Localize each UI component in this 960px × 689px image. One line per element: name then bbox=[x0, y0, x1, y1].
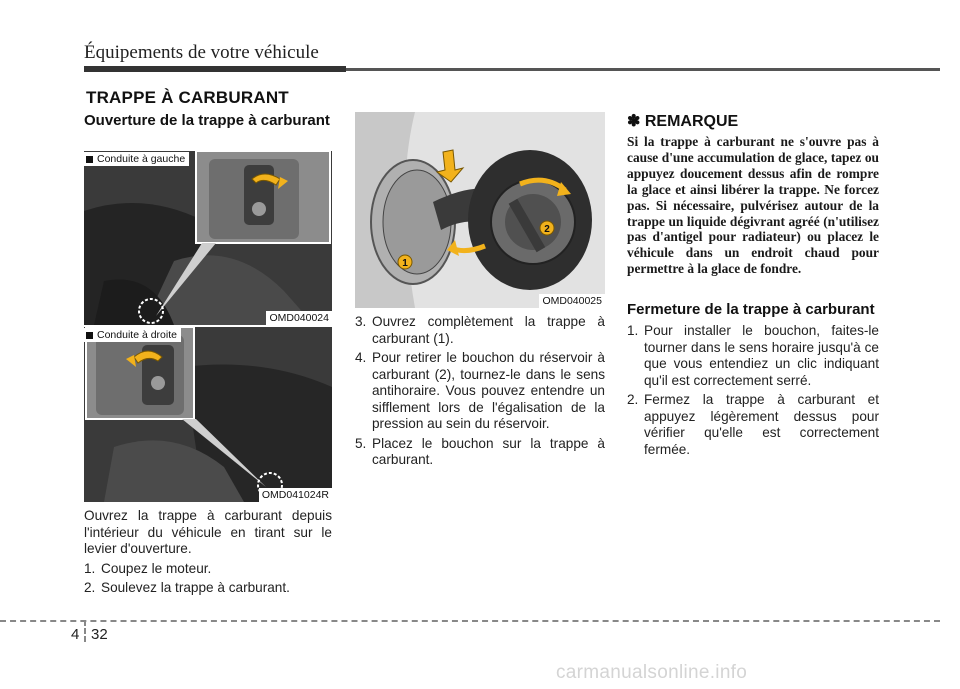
opening-intro: Ouvrez la trappe à carburant depuis l'intérieur du véhicule en tirant sur le levier d'ouverture. bbox=[84, 508, 332, 556]
fuel-door-illustration bbox=[355, 112, 605, 308]
caption-rhd-text: Conduite à droite bbox=[97, 329, 177, 341]
remark-heading bbox=[627, 111, 879, 131]
lhd-illustration bbox=[84, 151, 332, 325]
step-number: 2. bbox=[84, 580, 96, 595]
step-number: 4. bbox=[355, 350, 367, 365]
step-text: Pour installer le bouchon, faites-le tourner dans le sens horaire jusqu'à ce que vous entendiez un clic indiquant qu'il est correctement serré. bbox=[644, 323, 879, 388]
step-text: Ouvrez complètement la trappe à carburant (1). bbox=[372, 314, 605, 346]
closing-subhead: Fermeture de la trappe à carburant bbox=[627, 301, 875, 318]
steps-continued bbox=[355, 314, 605, 469]
marker-2-label: 2 bbox=[544, 224, 550, 235]
caption-rhd bbox=[84, 328, 181, 342]
step-number: 2. bbox=[627, 392, 639, 407]
square-bullet-icon bbox=[86, 156, 93, 163]
footer-rule bbox=[0, 620, 940, 622]
remark-block bbox=[627, 111, 879, 277]
list-item bbox=[84, 580, 332, 597]
image-code-fuel-door: OMD040025 bbox=[539, 294, 605, 308]
closing-block bbox=[627, 301, 879, 458]
step-number: 3. bbox=[355, 314, 367, 329]
header-rule-accent bbox=[84, 66, 346, 72]
step-number: 1. bbox=[84, 560, 96, 576]
step-text: Coupez le moteur. bbox=[101, 560, 212, 576]
opening-subhead: Ouverture de la trappe à carburant bbox=[84, 112, 330, 129]
step-text: Fermez la trappe à carburant et appuyez légèrement dessus pour vérifier qu'elle est correctement fermée. bbox=[644, 392, 879, 457]
marker-1-label: 1 bbox=[402, 258, 408, 269]
step-number: 5. bbox=[355, 435, 367, 451]
remark-body: Si la trappe à carburant ne s'ouvre pas à cause d'une accumulation de glace, tapez ou appuyez doucement dessus afin de rompre la glace et ainsi libérer la trappe. Ne forcez pas. Si nécessaire, pulvérisez autour de la trappe un liquide dégivrant agréé (n'utilisez pas d'antigel pour radiateur) ou placez le véhicule dans un endroit chaud pour permettre à la glace de fondre. bbox=[627, 134, 879, 277]
step-number: 1. bbox=[627, 323, 639, 338]
image-code-lhd: OMD040024 bbox=[266, 311, 332, 325]
opening-instructions bbox=[84, 508, 332, 597]
remark-title: REMARQUE bbox=[644, 113, 739, 130]
list-item bbox=[627, 323, 879, 389]
list-item bbox=[627, 392, 879, 458]
step-text: Placez le bouchon sur la trappe à carburant. bbox=[372, 435, 605, 467]
rhd-illustration bbox=[84, 327, 332, 502]
footer-chapter-number: 4 bbox=[71, 626, 80, 643]
square-bullet-icon bbox=[86, 332, 93, 339]
watermark: carmanualsonline.info bbox=[556, 662, 748, 683]
list-item bbox=[355, 350, 605, 433]
photo-left-hand-drive bbox=[84, 151, 332, 325]
step-text: Pour retirer le bouchon du réservoir à carburant (2), tournez-le dans le sens antihoraire. Vous pouvez entendre un sifflement lors de l'égalisation de la pression au sein du réservoir. bbox=[372, 350, 605, 431]
step-text: Soulevez la trappe à carburant. bbox=[101, 580, 290, 595]
caption-lhd bbox=[84, 152, 189, 166]
remark-symbol-icon: ✽ bbox=[627, 113, 641, 130]
photo-fuel-door bbox=[355, 112, 605, 308]
page-header-title: Équipements de votre véhicule bbox=[84, 42, 319, 63]
photo-right-hand-drive bbox=[84, 327, 332, 502]
opening-column bbox=[84, 112, 332, 129]
section-title: TRAPPE À CARBURANT bbox=[86, 88, 289, 107]
caption-lhd-text: Conduite à gauche bbox=[97, 153, 186, 165]
footer-divider bbox=[84, 620, 86, 642]
footer-page-number: 32 bbox=[91, 626, 108, 643]
list-item bbox=[84, 561, 332, 578]
list-item bbox=[355, 314, 605, 347]
image-code-rhd: OMD041024R bbox=[259, 488, 332, 502]
list-item bbox=[355, 436, 605, 469]
